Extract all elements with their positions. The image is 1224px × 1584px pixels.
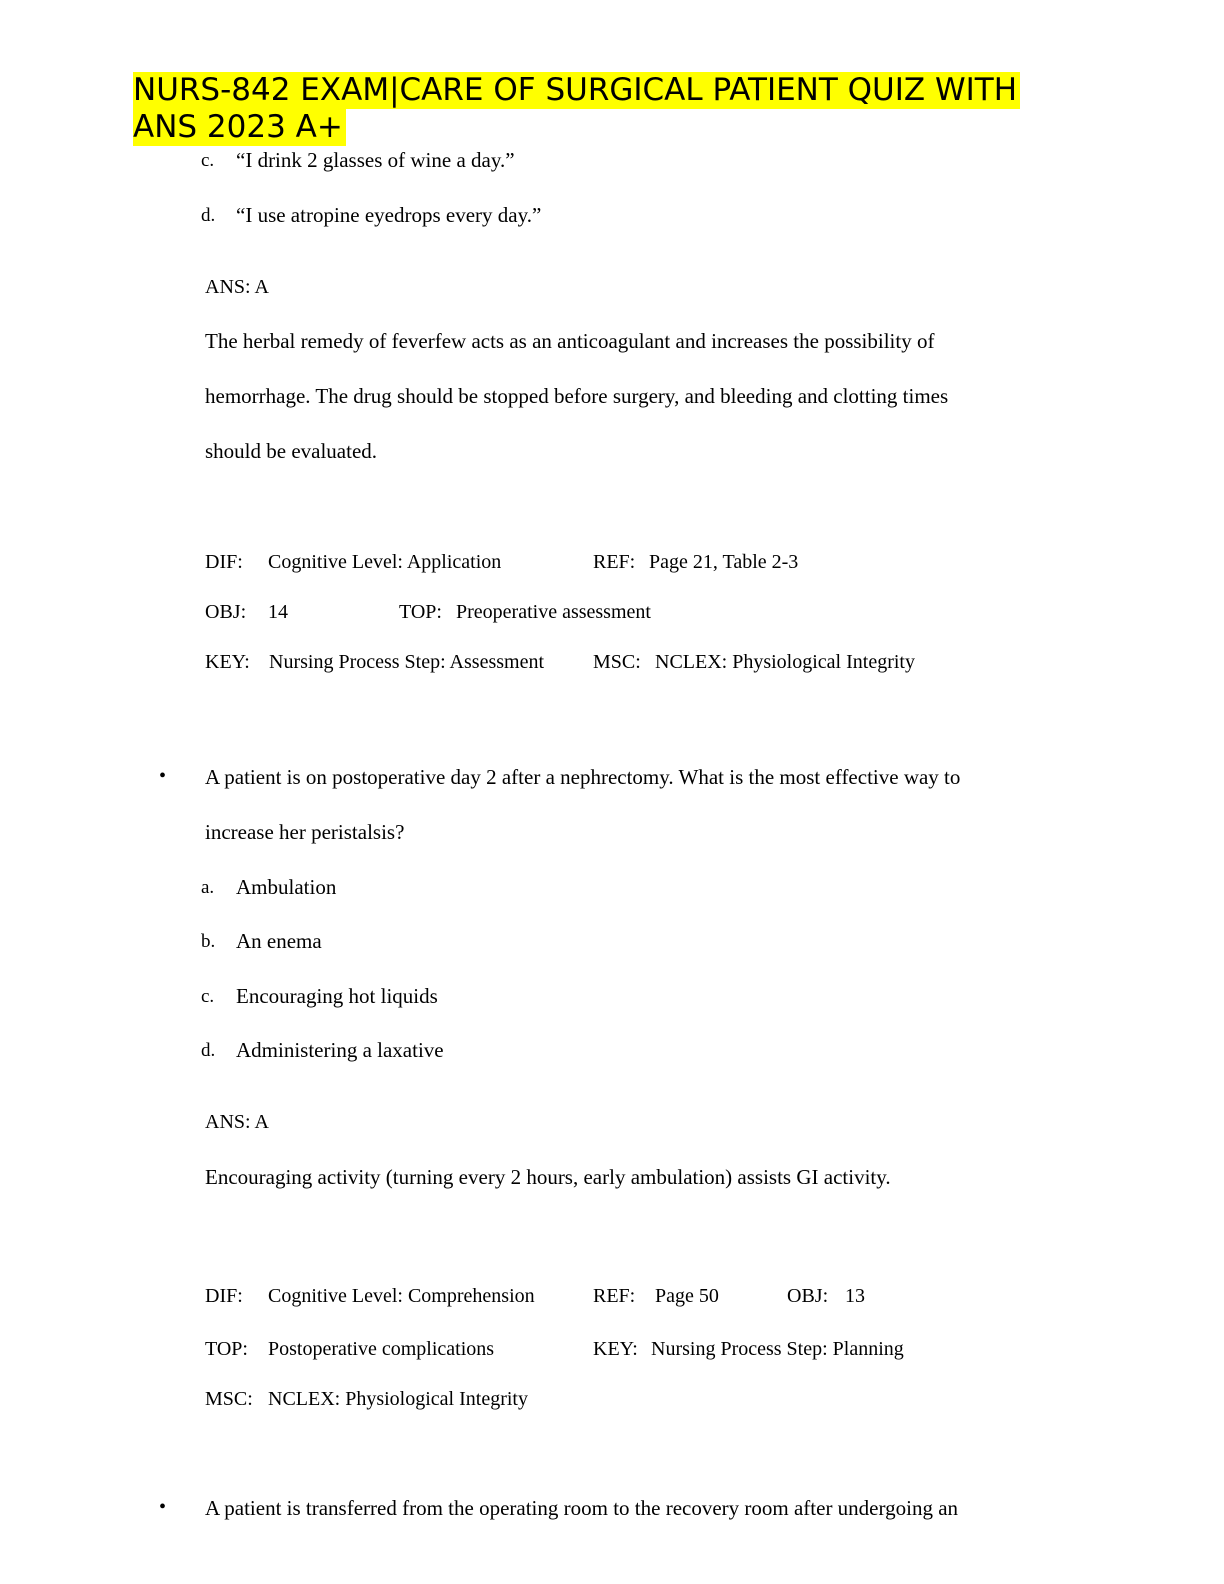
key-label: KEY: [205, 651, 250, 673]
top-value: Postoperative complications [268, 1338, 495, 1360]
choice-text: “I use atropine eyedrops every day.” [236, 203, 542, 227]
top-label: TOP: [205, 1338, 248, 1360]
ref-label: REF: [593, 551, 636, 573]
ref-label: REF: [593, 1285, 636, 1307]
msc-value: NCLEX: Physiological Integrity [655, 651, 915, 673]
header-line-2: ANS 2023 A+ [133, 109, 346, 146]
bullet-icon: • [159, 765, 167, 787]
choice-letter: d. [201, 1040, 216, 1061]
answer-label: ANS: A [205, 1111, 269, 1133]
choice-letter: c. [201, 150, 215, 171]
key-label: KEY: [593, 1338, 638, 1360]
dif-value: Cognitive Level: Application [268, 551, 502, 573]
choice-text: An enema [236, 929, 322, 953]
rationale-line: hemorrhage. The drug should be stopped before surgery, and bleeding and clotting times [205, 384, 949, 408]
msc-label: MSC: [593, 651, 641, 673]
obj-label: OBJ: [787, 1285, 829, 1307]
choice-text: Administering a laxative [236, 1038, 444, 1062]
obj-label: OBJ: [205, 601, 247, 623]
obj-value: 13 [845, 1285, 865, 1307]
ref-value: Page 50 [655, 1285, 719, 1307]
top-value: Preoperative assessment [456, 601, 651, 623]
header-line-1: NURS-842 EXAM|CARE OF SURGICAL PATIENT QUIZ WITH [133, 72, 1020, 109]
choice-letter: a. [201, 877, 215, 898]
msc-label: MSC: [205, 1388, 253, 1410]
msc-value: NCLEX: Physiological Integrity [268, 1388, 528, 1410]
dif-label: DIF: [205, 1285, 243, 1307]
rationale-line: Encouraging activity (turning every 2 hours, early ambulation) assists GI activity. [205, 1165, 891, 1189]
choice-letter: b. [201, 931, 216, 952]
choice-letter: c. [201, 986, 215, 1007]
choice-text: Ambulation [236, 875, 337, 899]
answer-label: ANS: A [205, 276, 269, 298]
choice-letter: d. [201, 205, 216, 226]
dif-value: Cognitive Level: Comprehension [268, 1285, 535, 1307]
ref-value: Page 21, Table 2-3 [649, 551, 799, 573]
rationale-line: should be evaluated. [205, 439, 378, 463]
top-label: TOP: [399, 601, 442, 623]
choice-text: “I drink 2 glasses of wine a day.” [236, 148, 515, 172]
obj-value: 14 [268, 601, 288, 623]
dif-label: DIF: [205, 551, 243, 573]
choice-text: Encouraging hot liquids [236, 984, 438, 1008]
question-stem-line: increase her peristalsis? [205, 820, 405, 844]
key-value: Nursing Process Step: Planning [651, 1338, 904, 1360]
question-stem-line: A patient is on postoperative day 2 after a nephrectomy. What is the most effective way to [205, 765, 961, 789]
question-stem-line: A patient is transferred from the operating room to the recovery room after undergoing an [205, 1496, 959, 1520]
bullet-icon: • [159, 1496, 167, 1518]
key-value: Nursing Process Step: Assessment [269, 651, 544, 673]
rationale-line: The herbal remedy of feverfew acts as an anticoagulant and increases the possibility of [205, 329, 935, 353]
document-header [133, 72, 1020, 146]
